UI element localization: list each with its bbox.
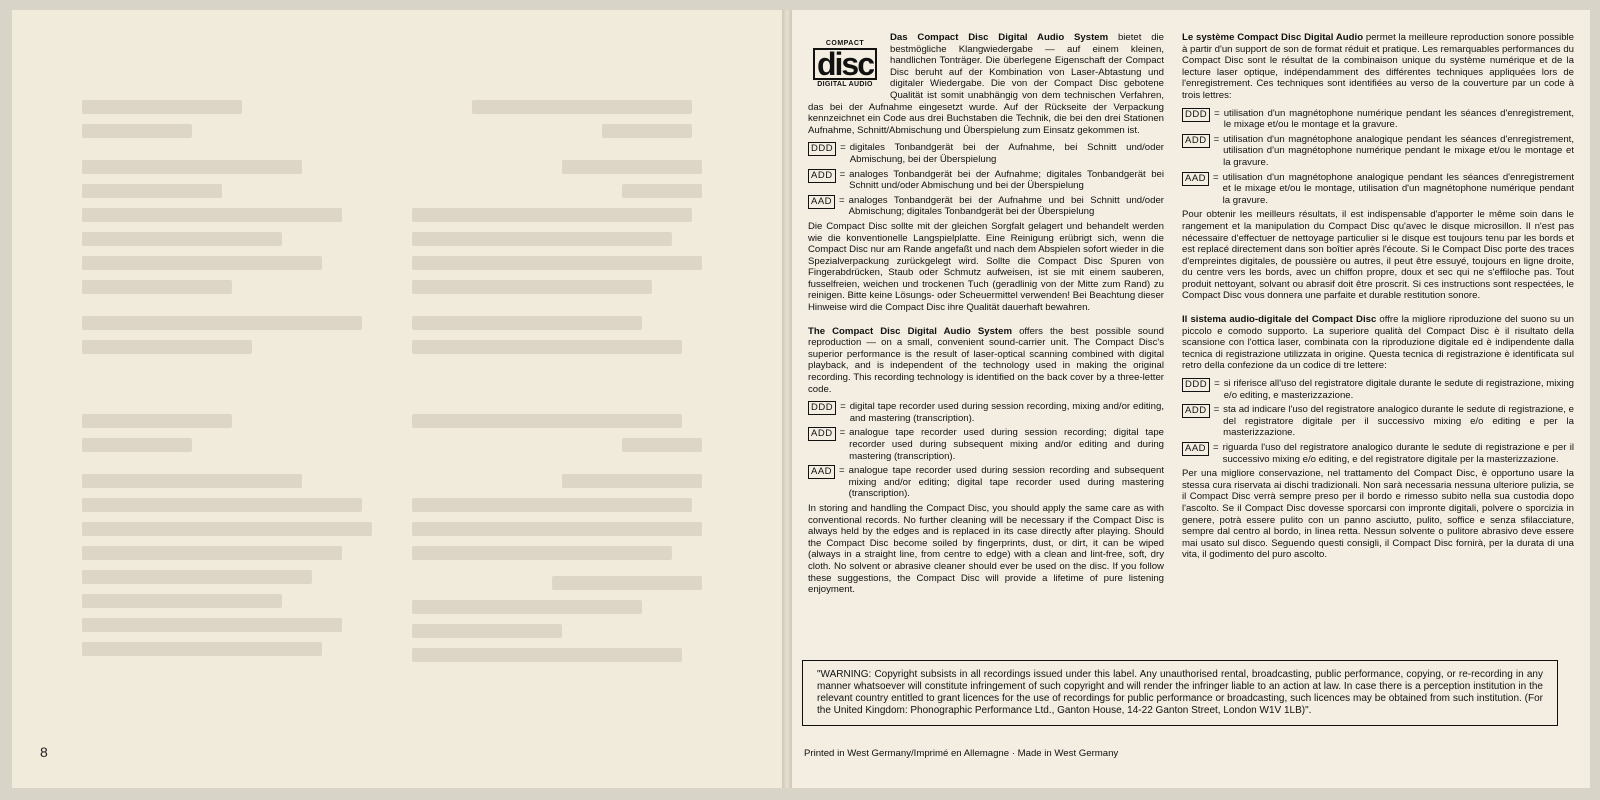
italian-intro: Il sistema audio-digitale del Compact Disc offre la migliore riproduzione del suono su un piccolo e comodo supporto. La superiore qualità del Compact Disc è il risultato della scansione con l'ottica laser, combinata con la riproduzione digitale ed è indipendente dalla tecnica di registrazione utilizzata in origine. Questa tecnica di registrazione è identificata sul retro della confezione da un codice di tre lettere: <box>1182 314 1574 372</box>
bleed-through-left <box>82 90 382 666</box>
code-badge: ADD <box>1182 134 1210 148</box>
code-row-german-add: ADD = analoges Tonbandgerät bei der Aufnahme; digitales Tonbandgerät bei Schnitt und/oder Abmischung und bei der Überspielung <box>808 169 1164 192</box>
book-spine <box>782 10 792 788</box>
column-french-italian <box>1182 32 1574 567</box>
code-row-german-aad: AAD = analoges Tonbandgerät bei der Aufnahme und bei Schnitt und/oder Abmischung; digitales Tonbandgerät bei der Überspielung <box>808 195 1164 218</box>
code-badge: ADD <box>808 427 836 441</box>
french-care: Pour obtenir les meilleurs résultats, il est indispensable d'apporter le même soin dans le rangement et la manipulation du Compact Disc qu'avec le disque microsillon. Il n'est pas nécessaire d'effectuer de nettoyage particulier si le disque est toujours tenu par les bords et est replacé directement dans son boîtier après l'écoute. Si le Compact Disc porte des traces d'empreintes digitales, de poussière ou autres, il peut être essuyé, toujours en ligne droite, du centre vers les bords, avec un chiffon propre, doux et sec qui ne s'effiloche pas. Tout produit nettoyant, solvant ou abrasif doit être proscrit. Si ces instructions sont respectées, le Compact Disc vous donnera une parfaite et durable restitution sonore. <box>1182 209 1574 302</box>
code-row-italian-add: ADD = sta ad indicare l'uso del registratore analogico durante le sedute di registrazione, e del registratore digitale per il successivo mixing e/o editing e per la masterizzazione. <box>1182 404 1574 439</box>
code-badge: ADD <box>1182 404 1210 418</box>
code-row-italian-ddd: DDD = si riferisce all'uso del registratore digitale durante le sedute di registrazione, mixing e/o editing, e masterizzazione. <box>1182 378 1574 401</box>
code-row-german-ddd: DDD = digitales Tonbandgerät bei der Aufnahme, bei Schnitt und/oder Abmischung, bei der Überspielung <box>808 142 1164 165</box>
code-badge: ADD <box>808 169 836 183</box>
code-badge: AAD <box>808 195 835 209</box>
english-care: In storing and handling the Compact Disc, you should apply the same care as with conventional records. No further cleaning will be necessary if the Compact Disc is always held by the edges and is replaced in its case directly after playing. Should the Compact Disc become soiled by fingerprints, dust, or dirt, it can be wiped (always in a straight line, from centre to edge) with a clean and lint-free, soft, dry cloth. No solvent or abrasive cleaner should ever be used on the disc. If you follow these suggestions, the Compact Disc will provide a lifetime of pure listening enjoyment. <box>808 502 1164 596</box>
page-number: 8 <box>40 744 48 760</box>
bleed-through-right <box>412 90 712 672</box>
printed-in-note: Printed in West Germany/Imprimé en Allemagne · Made in West Germany <box>804 748 1119 759</box>
column-german-english <box>808 32 1164 602</box>
french-intro: Le système Compact Disc Digital Audio permet la meilleure reproduction sonore possible à partir d'un support de son de format réduit et pratique. Les remarquables performances du Compact Disc sont le résultat de la combinaison unique du système numérique et de la lecture laser optique, indépendamment des différentes techniques appliquées lors de l'enregistrement. Ces techniques sont identifiées au verso de la couverture par un code à trois lettres: <box>1182 32 1574 101</box>
code-badge: AAD <box>808 465 835 479</box>
code-row-english-add: ADD = analogue tape recorder used during session recording; digital tape recorder used during subsequent mixing and/or editing and during mastering (transcription). <box>808 427 1164 462</box>
code-row-french-add: ADD = utilisation d'un magnétophone analogique pendant les séances d'enregistrement, utilisation d'un magnétophone numérique pendant le mixage et/ou le montage et la gravure. <box>1182 134 1574 169</box>
code-row-italian-aad: AAD = riguarda l'uso del registratore analogico durante le sedute di registrazione e per il successivo mixing e/o editing, e del registratore digitale per la masterizzazione. <box>1182 442 1574 465</box>
code-badge: DDD <box>1182 378 1210 392</box>
italian-care: Per una migliore conservazione, nel trattamento del Compact Disc, è opportuno usare la stessa cura riservata ai dischi tradizionali. Non sarà necessaria nessuna ulteriore pulizia, se il Compact Disc verrà sempre preso per il bordo e rimesso subito nella sua custodia dopo l'ascolto. Se il Compact Disc dovesse sporcarsi con impronte digitali, polvere o sporcizia in genere, potrà essere pulito con un panno asciutto, pulito, soffice e senza sfilacciature, sempre dal centro al bordo, in linea retta. Nessun solvente o pulitore abrasivo deve essere mai usato sul disco. Seguendo questi consigli, il Compact Disc fornirà, per la durata di una vita, il godimento del puro ascolto. <box>1182 468 1574 561</box>
logo-disc: disc <box>813 48 877 80</box>
code-badge: DDD <box>1182 108 1210 122</box>
german-intro: Das Compact Disc Digital Audio System bietet die bestmögliche Klangwiedergabe — auf einem kleinen, handlichen Tonträger. Die überlegene Eigenschaft der Compact Disc beruht auf der Kombination von Laser-Abtastung und digitaler Wiedergabe. Die von der Compact Disc gebotene Qualität ist somit unabhängig von dem technischen Verfahren, das bei der Aufnahme eingesetzt wurde. Auf der Rückseite der Verpackung kennzeichnet ein Code aus drei Buchstaben die Technik, die bei den drei Stationen Aufnahme, Schnitt/Abmischung und Überspielung zum Einsatz gekommen ist. <box>808 32 1164 136</box>
compact-disc-logo <box>808 34 882 94</box>
right-page <box>792 10 1590 788</box>
logo-digital-audio: DIGITAL AUDIO <box>817 80 873 88</box>
code-row-english-ddd: DDD = digital tape recorder used during session recording, mixing and/or editing, and mastering (transcription). <box>808 401 1164 424</box>
code-badge: AAD <box>1182 442 1209 456</box>
code-row-english-aad: AAD = analogue tape recorder used during session recording and subsequent mixing and/or editing; digital tape recorder used during mastering (transcription). <box>808 465 1164 500</box>
code-badge: DDD <box>808 142 836 156</box>
left-page <box>12 10 782 788</box>
german-care: Die Compact Disc sollte mit der gleichen Sorgfalt gelagert und behandelt werden wie die konventionelle Langspielplatte. Eine Reinigung erübrigt sich, wenn die Compact Disc nur am Rande angefaßt und nach dem Abspielen sofort wieder in die Spezialverpackung zurückgelegt wird. Sollte die Compact Disc Spuren von Fingerabdrücken, Staub oder Schmutz aufweisen, ist sie mit einem sauberen, fusselfreien, weichen und trockenen Tuch (geradlinig von der Mitte zum Rand) zu reinigen. Bitte keine Lösungs- oder Scheuermittel verwenden! Bei Beachtung dieser Hinweise wird die Compact Disc ihre Qualität dauerhaft bewahren. <box>808 220 1164 314</box>
logo-compact: COMPACT <box>825 39 865 47</box>
code-badge: AAD <box>1182 172 1209 186</box>
code-row-french-ddd: DDD = utilisation d'un magnétophone numérique pendant les séances d'enregistrement, le mixage et/ou le montage et la gravure. <box>1182 108 1574 131</box>
code-badge: DDD <box>808 401 836 415</box>
code-row-french-aad: AAD = utilisation d'un magnétophone analogique pendant les séances d'enregistrement et le mixage et/ou le montage, utilisation d'un magnétophone numérique pendant la gravure. <box>1182 172 1574 207</box>
english-intro: The Compact Disc Digital Audio System offers the best possible sound reproduction — on a small, convenient sound-carrier unit. The Compact Disc's superior performance is the result of laser-optical scanning combined with digital playback, and is independent of the technology used in making the original recording. This recording technology is identified on the back cover by a three-letter code. <box>808 325 1164 395</box>
copyright-warning-box: "WARNING: Copyright subsists in all recordings issued under this label. Any unauthorised rental, broadcasting, public performance, copying, or re-recording in any manner whatsoever will constitute infringement of such copyright and will render the infringer liable to an action at law. In case there is a perception institution in the relevant country entitled to grant licences for the use of recordings for public performance or broadcasting, such licences may be obtained from such institution. (For the United Kingdom: Phonographic Performance Ltd., Ganton House, 14-22 Ganton Street, London W1V 1LB)". <box>802 660 1558 726</box>
